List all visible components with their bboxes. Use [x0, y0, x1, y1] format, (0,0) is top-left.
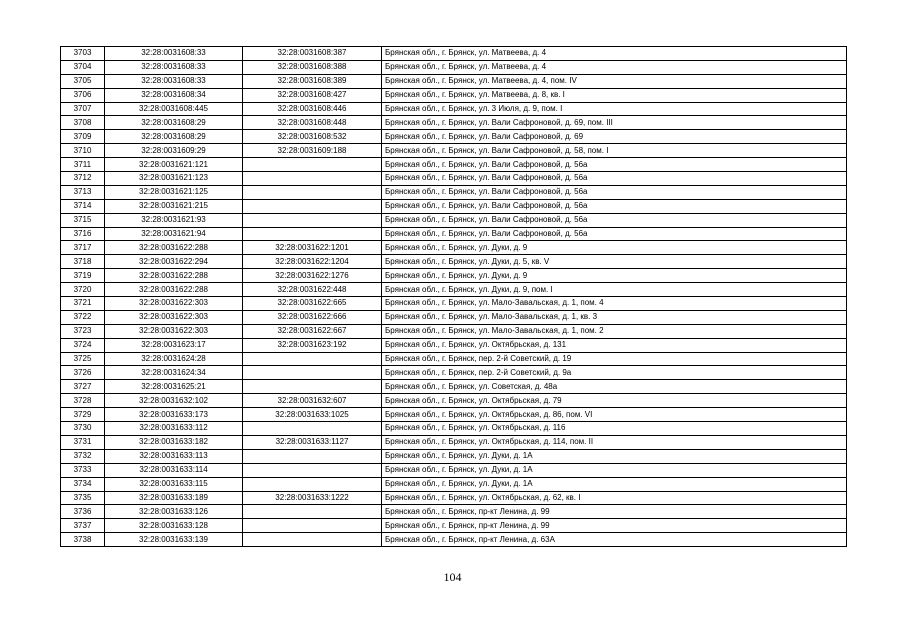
row-number-cell: 3708	[61, 116, 105, 130]
row-number-cell: 3721	[61, 297, 105, 311]
property-table	[60, 46, 847, 547]
object-cadastral-number-cell: 32:28:0031622:1276	[243, 269, 382, 283]
land-cadastral-number-cell: 32:28:0031609:29	[105, 144, 243, 158]
land-cadastral-number-cell: 32:28:0031633:126	[105, 505, 243, 519]
table-row	[61, 533, 847, 547]
land-cadastral-number-cell: 32:28:0031621:125	[105, 185, 243, 199]
row-number-cell: 3709	[61, 130, 105, 144]
object-cadastral-number-cell	[243, 172, 382, 186]
object-cadastral-number-cell: 32:28:0031608:387	[243, 47, 382, 61]
address-cell: Брянская обл., г. Брянск, ул. Октябрьская, д. 79	[382, 394, 847, 408]
row-number-cell: 3724	[61, 338, 105, 352]
object-cadastral-number-cell	[243, 463, 382, 477]
land-cadastral-number-cell: 32:28:0031633:113	[105, 449, 243, 463]
row-number-cell: 3728	[61, 394, 105, 408]
object-cadastral-number-cell: 32:28:0031608:427	[243, 88, 382, 102]
object-cadastral-number-cell: 32:28:0031622:666	[243, 310, 382, 324]
address-cell: Брянская обл., г. Брянск, ул. Матвеева, д. 4	[382, 47, 847, 61]
object-cadastral-number-cell: 32:28:0031608:448	[243, 116, 382, 130]
row-number-cell: 3723	[61, 324, 105, 338]
object-cadastral-number-cell	[243, 477, 382, 491]
table-row	[61, 158, 847, 172]
object-cadastral-number-cell	[243, 199, 382, 213]
address-cell: Брянская обл., г. Брянск, ул. Дуки, д. 1А	[382, 463, 847, 477]
object-cadastral-number-cell: 32:28:0031622:448	[243, 283, 382, 297]
address-cell: Брянская обл., г. Брянск, ул. Вали Сафроновой, д. 56а	[382, 199, 847, 213]
table-row	[61, 394, 847, 408]
address-cell: Брянская обл., г. Брянск, ул. Октябрьская, д. 62, кв. I	[382, 491, 847, 505]
land-cadastral-number-cell: 32:28:0031608:29	[105, 130, 243, 144]
address-cell: Брянская обл., г. Брянск, ул. Матвеева, д. 4, пом. IV	[382, 74, 847, 88]
object-cadastral-number-cell: 32:28:0031622:1204	[243, 255, 382, 269]
table-row	[61, 352, 847, 366]
address-cell: Брянская обл., г. Брянск, ул. Вали Сафроновой, д. 69, пом. III	[382, 116, 847, 130]
row-number-cell: 3734	[61, 477, 105, 491]
object-cadastral-number-cell	[243, 227, 382, 241]
land-cadastral-number-cell: 32:28:0031621:93	[105, 213, 243, 227]
row-number-cell: 3719	[61, 269, 105, 283]
table-row	[61, 477, 847, 491]
object-cadastral-number-cell	[243, 158, 382, 172]
table-row	[61, 74, 847, 88]
land-cadastral-number-cell: 32:28:0031622:288	[105, 283, 243, 297]
address-cell: Брянская обл., г. Брянск, ул. Дуки, д. 9, пом. I	[382, 283, 847, 297]
land-cadastral-number-cell: 32:28:0031633:173	[105, 408, 243, 422]
table-row	[61, 505, 847, 519]
address-cell: Брянская обл., г. Брянск, ул. Мало-Завальская, д. 1, пом. 4	[382, 297, 847, 311]
object-cadastral-number-cell: 32:28:0031609:188	[243, 144, 382, 158]
address-cell: Брянская обл., г. Брянск, пер. 2-й Советский, д. 19	[382, 352, 847, 366]
row-number-cell: 3710	[61, 144, 105, 158]
table-row	[61, 491, 847, 505]
table-row	[61, 199, 847, 213]
row-number-cell: 3737	[61, 519, 105, 533]
row-number-cell: 3717	[61, 241, 105, 255]
row-number-cell: 3704	[61, 60, 105, 74]
object-cadastral-number-cell: 32:28:0031608:389	[243, 74, 382, 88]
table-row	[61, 255, 847, 269]
row-number-cell: 3706	[61, 88, 105, 102]
object-cadastral-number-cell: 32:28:0031633:1025	[243, 408, 382, 422]
row-number-cell: 3722	[61, 310, 105, 324]
row-number-cell: 3733	[61, 463, 105, 477]
table-row	[61, 297, 847, 311]
page-number: 104	[443, 570, 462, 584]
address-cell: Брянская обл., г. Брянск, пр-кт Ленина, д. 99	[382, 519, 847, 533]
object-cadastral-number-cell	[243, 352, 382, 366]
land-cadastral-number-cell: 32:28:0031633:139	[105, 533, 243, 547]
object-cadastral-number-cell: 32:28:0031623:192	[243, 338, 382, 352]
table-row	[61, 449, 847, 463]
object-cadastral-number-cell: 32:28:0031633:1127	[243, 435, 382, 449]
row-number-cell: 3718	[61, 255, 105, 269]
table-row	[61, 116, 847, 130]
object-cadastral-number-cell	[243, 519, 382, 533]
table-row	[61, 185, 847, 199]
table-row	[61, 47, 847, 61]
address-cell: Брянская обл., г. Брянск, ул. Октябрьская, д. 114, пом. II	[382, 435, 847, 449]
object-cadastral-number-cell	[243, 185, 382, 199]
table-row	[61, 463, 847, 477]
object-cadastral-number-cell	[243, 449, 382, 463]
table-row	[61, 172, 847, 186]
object-cadastral-number-cell: 32:28:0031622:1201	[243, 241, 382, 255]
land-cadastral-number-cell: 32:28:0031608:33	[105, 60, 243, 74]
land-cadastral-number-cell: 32:28:0031622:303	[105, 324, 243, 338]
address-cell: Брянская обл., г. Брянск, ул. 3 Июля, д. 9, пом. I	[382, 102, 847, 116]
land-cadastral-number-cell: 32:28:0031624:34	[105, 366, 243, 380]
table-row	[61, 310, 847, 324]
row-number-cell: 3735	[61, 491, 105, 505]
table-row	[61, 102, 847, 116]
table-row	[61, 435, 847, 449]
address-cell: Брянская обл., г. Брянск, ул. Вали Сафроновой, д. 56а	[382, 185, 847, 199]
land-cadastral-number-cell: 32:28:0031622:303	[105, 297, 243, 311]
table-row	[61, 519, 847, 533]
address-cell: Брянская обл., г. Брянск, ул. Вали Сафроновой, д. 56а	[382, 213, 847, 227]
object-cadastral-number-cell	[243, 533, 382, 547]
land-cadastral-number-cell: 32:28:0031608:33	[105, 47, 243, 61]
land-cadastral-number-cell: 32:28:0031622:288	[105, 269, 243, 283]
address-cell: Брянская обл., г. Брянск, ул. Вали Сафроновой, д. 69	[382, 130, 847, 144]
address-cell: Брянская обл., г. Брянск, ул. Матвеева, д. 4	[382, 60, 847, 74]
table-row	[61, 422, 847, 436]
land-cadastral-number-cell: 32:28:0031608:34	[105, 88, 243, 102]
row-number-cell: 3726	[61, 366, 105, 380]
table-row	[61, 144, 847, 158]
row-number-cell: 3714	[61, 199, 105, 213]
row-number-cell: 3732	[61, 449, 105, 463]
address-cell: Брянская обл., г. Брянск, ул. Октябрьская, д. 116	[382, 422, 847, 436]
table-row	[61, 366, 847, 380]
table-row	[61, 241, 847, 255]
land-cadastral-number-cell: 32:28:0031623:17	[105, 338, 243, 352]
object-cadastral-number-cell	[243, 380, 382, 394]
land-cadastral-number-cell: 32:28:0031633:182	[105, 435, 243, 449]
row-number-cell: 3725	[61, 352, 105, 366]
row-number-cell: 3727	[61, 380, 105, 394]
address-cell: Брянская обл., г. Брянск, ул. Октябрьская, д. 131	[382, 338, 847, 352]
address-cell: Брянская обл., г. Брянск, ул. Вали Сафроновой, д. 56а	[382, 172, 847, 186]
row-number-cell: 3731	[61, 435, 105, 449]
address-cell: Брянская обл., г. Брянск, ул. Дуки, д. 1А	[382, 449, 847, 463]
address-cell: Брянская обл., г. Брянск, ул. Дуки, д. 9	[382, 241, 847, 255]
land-cadastral-number-cell: 32:28:0031608:29	[105, 116, 243, 130]
land-cadastral-number-cell: 32:28:0031633:114	[105, 463, 243, 477]
land-cadastral-number-cell: 32:28:0031622:303	[105, 310, 243, 324]
table-row	[61, 408, 847, 422]
table-row	[61, 324, 847, 338]
land-cadastral-number-cell: 32:28:0031608:445	[105, 102, 243, 116]
land-cadastral-number-cell: 32:28:0031608:33	[105, 74, 243, 88]
land-cadastral-number-cell: 32:28:0031633:189	[105, 491, 243, 505]
object-cadastral-number-cell: 32:28:0031622:665	[243, 297, 382, 311]
address-cell: Брянская обл., г. Брянск, ул. Дуки, д. 1А	[382, 477, 847, 491]
land-cadastral-number-cell: 32:28:0031621:94	[105, 227, 243, 241]
row-number-cell: 3715	[61, 213, 105, 227]
table-row	[61, 60, 847, 74]
land-cadastral-number-cell: 32:28:0031632:102	[105, 394, 243, 408]
table-body	[61, 47, 847, 547]
table-row	[61, 213, 847, 227]
land-cadastral-number-cell: 32:28:0031622:288	[105, 241, 243, 255]
row-number-cell: 3711	[61, 158, 105, 172]
address-cell: Брянская обл., г. Брянск, ул. Вали Сафроновой, д. 56а	[382, 227, 847, 241]
object-cadastral-number-cell: 32:28:0031608:446	[243, 102, 382, 116]
row-number-cell: 3736	[61, 505, 105, 519]
row-number-cell: 3705	[61, 74, 105, 88]
row-number-cell: 3703	[61, 47, 105, 61]
table-row	[61, 380, 847, 394]
table-row	[61, 283, 847, 297]
object-cadastral-number-cell: 32:28:0031632:607	[243, 394, 382, 408]
address-cell: Брянская обл., г. Брянск, ул. Октябрьская, д. 86, пом. VI	[382, 408, 847, 422]
object-cadastral-number-cell: 32:28:0031608:532	[243, 130, 382, 144]
land-cadastral-number-cell: 32:28:0031633:112	[105, 422, 243, 436]
land-cadastral-number-cell: 32:28:0031625:21	[105, 380, 243, 394]
object-cadastral-number-cell	[243, 505, 382, 519]
table-row	[61, 130, 847, 144]
row-number-cell: 3730	[61, 422, 105, 436]
land-cadastral-number-cell: 32:28:0031622:294	[105, 255, 243, 269]
address-cell: Брянская обл., г. Брянск, ул. Вали Сафроновой, д. 56а	[382, 158, 847, 172]
table-row	[61, 269, 847, 283]
object-cadastral-number-cell	[243, 213, 382, 227]
address-cell: Брянская обл., г. Брянск, пр-кт Ленина, д. 99	[382, 505, 847, 519]
table-row	[61, 338, 847, 352]
row-number-cell: 3738	[61, 533, 105, 547]
object-cadastral-number-cell: 32:28:0031608:388	[243, 60, 382, 74]
address-cell: Брянская обл., г. Брянск, пр-кт Ленина, д. 63А	[382, 533, 847, 547]
address-cell: Брянская обл., г. Брянск, ул. Вали Сафроновой, д. 58, пом. I	[382, 144, 847, 158]
object-cadastral-number-cell: 32:28:0031633:1222	[243, 491, 382, 505]
address-cell: Брянская обл., г. Брянск, ул. Мало-Завальская, д. 1, кв. 3	[382, 310, 847, 324]
land-cadastral-number-cell: 32:28:0031621:123	[105, 172, 243, 186]
object-cadastral-number-cell	[243, 366, 382, 380]
table-row	[61, 88, 847, 102]
row-number-cell: 3712	[61, 172, 105, 186]
address-cell: Брянская обл., г. Брянск, ул. Дуки, д. 5, кв. V	[382, 255, 847, 269]
row-number-cell: 3707	[61, 102, 105, 116]
row-number-cell: 3720	[61, 283, 105, 297]
address-cell: Брянская обл., г. Брянск, пер. 2-й Советский, д. 9а	[382, 366, 847, 380]
land-cadastral-number-cell: 32:28:0031621:215	[105, 199, 243, 213]
land-cadastral-number-cell: 32:28:0031633:128	[105, 519, 243, 533]
land-cadastral-number-cell: 32:28:0031621:121	[105, 158, 243, 172]
address-cell: Брянская обл., г. Брянск, ул. Дуки, д. 9	[382, 269, 847, 283]
object-cadastral-number-cell	[243, 422, 382, 436]
land-cadastral-number-cell: 32:28:0031633:115	[105, 477, 243, 491]
address-cell: Брянская обл., г. Брянск, ул. Мало-Завальская, д. 1, пом. 2	[382, 324, 847, 338]
land-cadastral-number-cell: 32:28:0031624:28	[105, 352, 243, 366]
object-cadastral-number-cell: 32:28:0031622:667	[243, 324, 382, 338]
row-number-cell: 3729	[61, 408, 105, 422]
table-row	[61, 227, 847, 241]
address-cell: Брянская обл., г. Брянск, ул. Советская, д. 48а	[382, 380, 847, 394]
address-cell: Брянская обл., г. Брянск, ул. Матвеева, д. 8, кв. I	[382, 88, 847, 102]
row-number-cell: 3713	[61, 185, 105, 199]
row-number-cell: 3716	[61, 227, 105, 241]
